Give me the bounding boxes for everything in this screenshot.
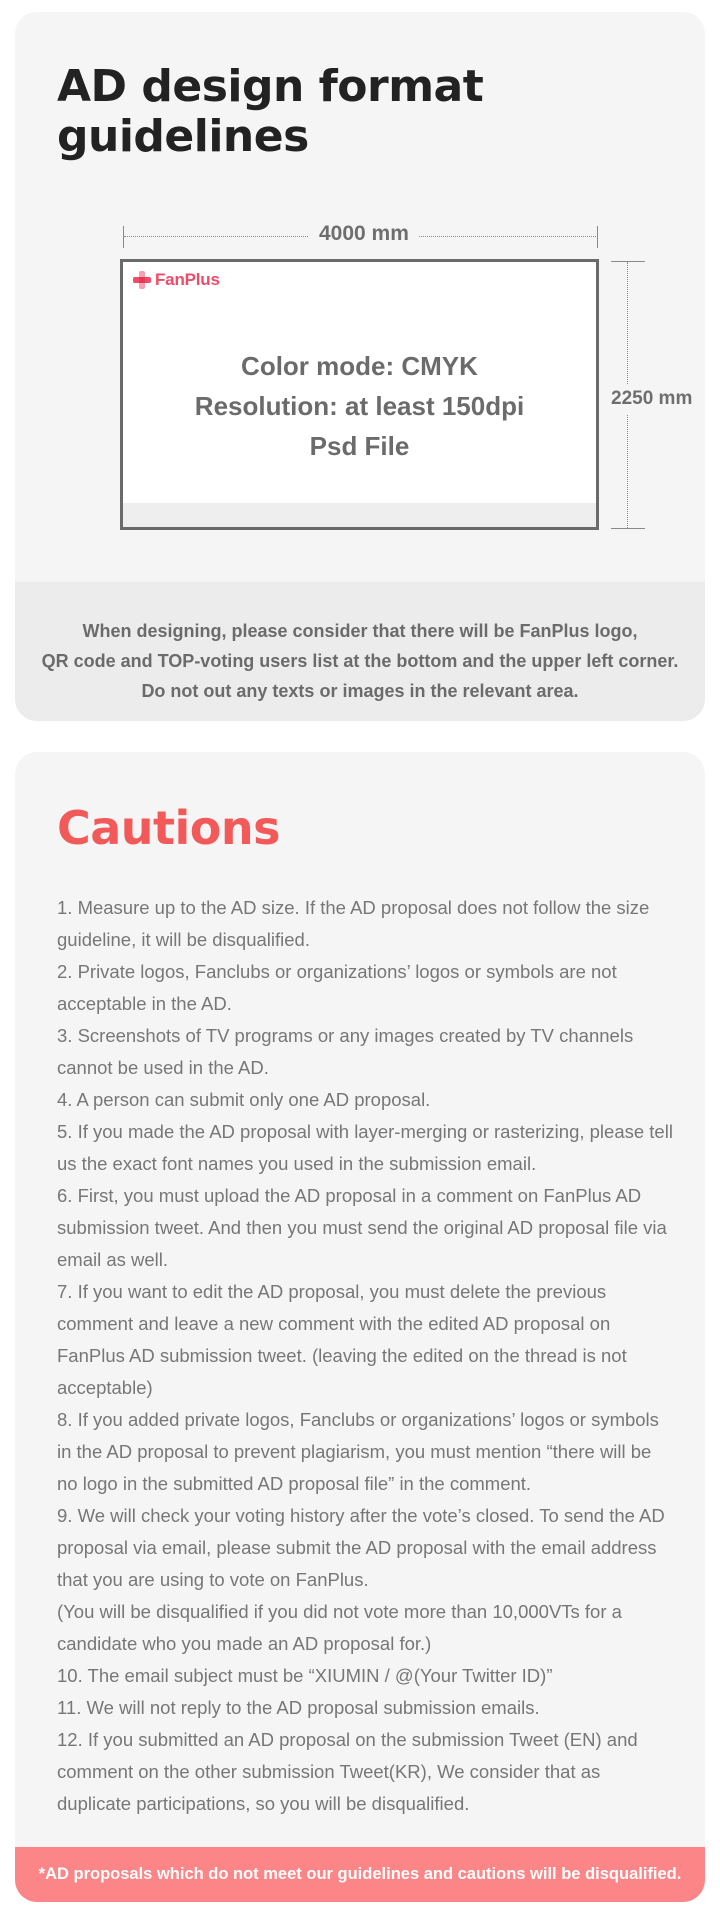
- caution-item: 11. We will not reply to the AD proposal submission emails.: [57, 1697, 540, 1718]
- guidelines-card: [15, 12, 705, 721]
- notice-line: Do not out any texts or images in the relevant area.: [141, 681, 579, 701]
- caution-item: (You will be disqualified if you did not vote more than 10,000VTs for a candidate who you made an AD proposal for.): [57, 1601, 622, 1654]
- disqualification-banner: *AD proposals which do not meet our guidelines and cautions will be disqualified.: [15, 1847, 705, 1902]
- spec-file-type: Psd File: [309, 431, 410, 461]
- caution-item: 5. If you made the AD proposal with layer-merging or rasterizing, please tell us the exact font names you used in the submission email.: [57, 1121, 673, 1174]
- caution-item: 4. A person can submit only one AD proposal.: [57, 1089, 431, 1110]
- cautions-list: [57, 892, 677, 1820]
- ad-reserved-bottom-area: [123, 503, 596, 527]
- caution-item: 10. The email subject must be “XIUMIN / @(Your Twitter ID)”: [57, 1665, 553, 1686]
- cautions-card: [15, 752, 705, 1902]
- height-dimension-label: 2250 mm: [607, 384, 696, 414]
- caution-item: 8. If you added private logos, Fanclubs or organizations’ logos or symbols in the AD proposal to prevent plagiarism, you must mention “there will be no logo in the submitted AD proposal file” in the comment.: [57, 1409, 659, 1494]
- spec-resolution: Resolution: at least 150dpi: [194, 391, 525, 421]
- caution-item: 3. Screenshots of TV programs or any images created by TV channels cannot be used in the AD.: [57, 1025, 634, 1078]
- caution-item: 6. First, you must upload the AD proposal in a comment on FanPlus AD submission tweet. And then you must send the original AD proposal file via email as well.: [57, 1185, 667, 1270]
- fanplus-cross-icon: [133, 271, 151, 289]
- ad-canvas-preview: [120, 259, 599, 530]
- width-dimension-cap-right: [597, 226, 598, 248]
- height-dimension-cap-bottom: [611, 528, 645, 529]
- fanplus-logo: [133, 270, 220, 290]
- width-dimension-label: 4000 mm: [309, 222, 419, 246]
- spec-color-mode: Color mode: CMYK: [241, 351, 478, 381]
- notice-line: QR code and TOP-voting users list at the bottom and the upper left corner.: [41, 651, 679, 671]
- caution-item: 2. Private logos, Fanclubs or organizations’ logos or symbols are not acceptable in the AD.: [57, 961, 617, 1014]
- caution-item: 7. If you want to edit the AD proposal, you must delete the previous comment and leave a new comment with the edited AD proposal on FanPlus AD submission tweet. (leaving the edited on the thread is not acceptable): [57, 1281, 627, 1398]
- caution-item: 12. If you submitted an AD proposal on the submission Tweet (EN) and comment on the other submission Tweet(KR), We consider that as duplicate participations, so you will be disqualified.: [57, 1729, 638, 1814]
- cautions-title: Cautions: [57, 801, 281, 855]
- guidelines-title: AD design format guidelines: [57, 61, 484, 162]
- caution-item: 9. We will check your voting history after the vote’s closed. To send the AD proposal via email, please submit the AD proposal with the email address that you are using to vote on FanPlus.: [57, 1505, 665, 1590]
- design-notice: [15, 582, 705, 721]
- fanplus-logo-text: FanPlus: [155, 270, 220, 289]
- height-dimension-cap-top: [611, 261, 645, 262]
- ad-specs: [123, 346, 596, 466]
- caution-item: 1. Measure up to the AD size. If the AD proposal does not follow the size guideline, it will be disqualified.: [57, 897, 650, 950]
- notice-line: When designing, please consider that there will be FanPlus logo,: [82, 621, 638, 641]
- width-dimension-cap-left: [123, 226, 124, 248]
